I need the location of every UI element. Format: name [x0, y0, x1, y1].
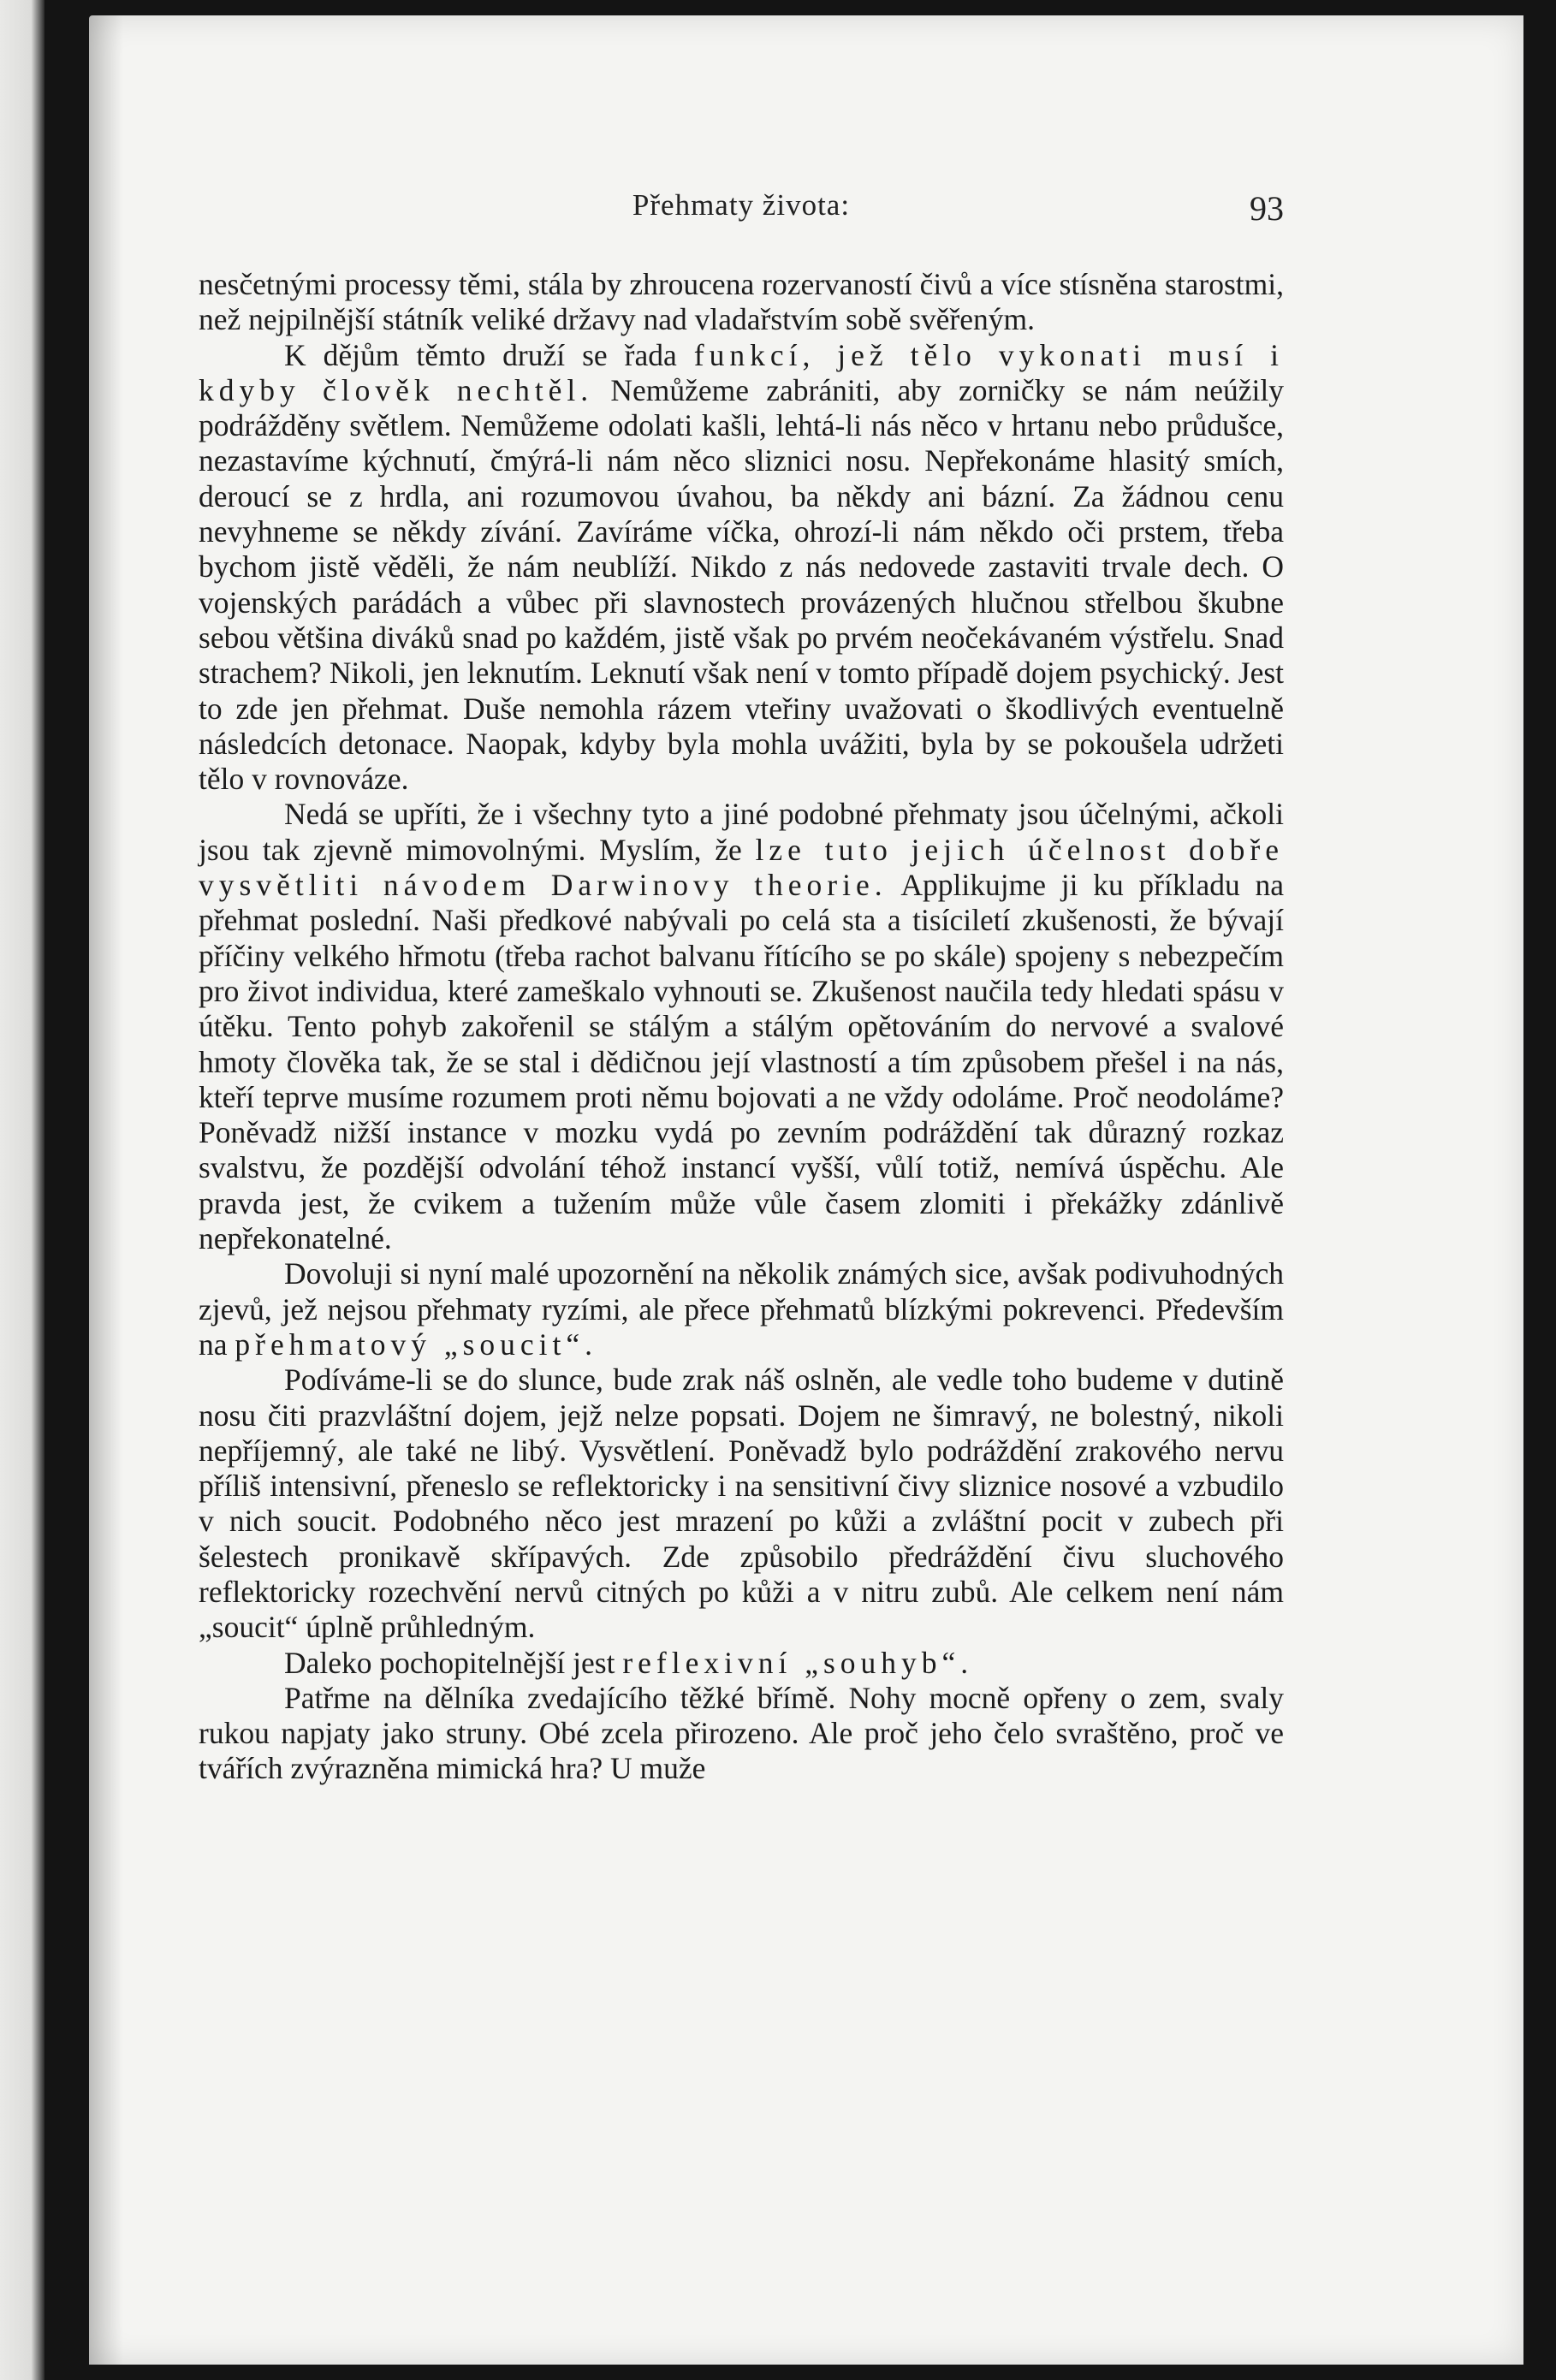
running-title: Přehmaty života:	[632, 188, 851, 222]
paragraph-6	[199, 1646, 1284, 1681]
paragraph-3-rest: Applikujme ji ku příkladu na přehmat poslední. Naši předkové nabývali po celá sta a tisíciletí zkušenosti, že bývají příčiny velkého hřmotu (třeba rachot balvanu řítícího se po skále) spojeny s nebezpečím pro život individua, které zameškalo vyhnouti se. Zkušenost naučila tedy hledati spásu v útěku. Tento pohyb zakořenil se stálým a stálým opětováním do nervové a svalové hmoty člověka tak, že se stal i dědičnou její vlastností a tím způsobem přešel i na nás, kteří teprve musíme rozumem proti němu bojovati a ne vždy odoláme. Proč neodoláme? Poněvadž nižší instance v mozku vydá po zevním podráždění tak důrazný rozkaz svalstvu, že pozdější odvolání téhož instancí vyšší, vůlí totiž, nemívá úspěchu. Ale pravda jest, že cvikem a tužením může vůle časem zlomiti i překážky zdánlivě nepřekonatelné.	[199, 868, 1284, 1256]
adjacent-page-edge	[0, 0, 45, 2380]
paragraph-5: Podíváme-li se do slunce, bude zrak náš oslněn, ale vedle toho budeme v dutině nosu čiti prazvláštní dojem, jejž nelze popsati. Dojem ne šimravý, ne bolestný, nikoli nepříjemný, ale také ne libý. Vysvětlení. Poněvadž bylo podráždění zrakového nervu příliš intensivní, přeneslo se reflektoricky i na sensitivní čivy sliznice nosové a vzbudilo v nich soucit. Podobného něco jest mrazení po kůži a zvláštní pocit v zubech při šelestech pronikavě skřípavých. Zde způsobilo předráždění čivu sluchového reflektoricky rozechvění nervů citných po kůži a v nitru zubů. Ale celkem není nám „soucit“ úplně průhledným.	[199, 1362, 1284, 1645]
page-header	[199, 188, 1284, 231]
page-number: 93	[1250, 189, 1284, 228]
paragraph-3-emphasis: lze tuto jejich účelnost dobře vysvětliti návodem Darwinovy theorie.	[199, 832, 1284, 903]
paragraph-6-emphasis: reflexivní „souhyb“.	[622, 1645, 974, 1680]
gutter-shadow	[89, 15, 123, 2365]
paragraph-2-emphasis: funkcí, jež tělo vykonati musí i kdyby člověk nechtěl.	[199, 337, 1284, 407]
paragraph-6-start: Daleko pochopitelnější jest	[284, 1645, 623, 1680]
paragraph-7: Patřme na dělníka zvedajícího těžké břímě. Nohy mocně opřeny o zem, svaly rukou napjaty jako struny. Obé zcela přirozeno. Ale proč jeho čelo svraštěno, proč ve tvářích zvýrazněna mimická hra? U muže	[199, 1680, 1284, 1786]
paragraph-4	[199, 1256, 1284, 1362]
paragraph-2-rest: Nemůžeme zabrániti, aby zorničky se nám neúžily podrážděny světlem. Nemůžeme odolati kašli, lehtá-li nás něco v hrtanu nebo průdušce, nezastavíme kýchnutí, čmýrá-li nám něco sliznici nosu. Nepřekonáme hlasitý smích, deroucí se z hrdla, ani rozumovou úvahou, ba někdy ani bázní. Za žádnou cenu nevyhneme se někdy zívání. Zavíráme víčka, ohrozí-li nám někdo oči prstem, třeba bychom jistě věděli, že nám neublíží. Nikdo z nás nedovede zastaviti trvale dech. O vojenských parádách a vůbec při slavnostech provázených hlučnou střelbou škubne sebou většina diváků snad po každém, jistě však po prvém neočekávaném výstřelu. Snad strachem? Nikoli, jen leknutím. Leknutí však není v tomto případě dojem psychický. Jest to zde jen přehmat. Duše nemohla rázem vteřiny uvažovati o škodlivých eventuelně následcích detonace. Naopak, kdyby byla mohla uvážiti, byla by se pokoušela udržeti tělo v rovnováze.	[199, 372, 1284, 797]
paragraph-1: nesčetnými processy těmi, stála by zhroucena rozervaností čivů a více stísněna starostmi, než nejpilnější státník veliké državy nad vladařstvím sobě svěřeným.	[199, 267, 1284, 337]
paragraph-2-start: K dějům těmto druží se řada	[284, 337, 694, 372]
body-text	[199, 267, 1284, 1787]
paragraph-3-start: Nedá se upříti, že i všechny tyto a jiné podobné přehmaty jsou účelnými, ačkoli jsou tak zjevně mimovolnými. Myslím, že	[199, 797, 1284, 867]
paragraph-2	[199, 338, 1284, 798]
paragraph-4-start: Dovoluji si nyní malé upozornění na několik známých sice, avšak podivuhodných zjevů, jež nejsou přehmaty ryzími, ale přece přehmatů blízkými pokrevenci. Především na	[199, 1256, 1284, 1362]
paragraph-4-emphasis: přehmatový „soucit“.	[235, 1327, 598, 1362]
paragraph-3	[199, 797, 1284, 1256]
